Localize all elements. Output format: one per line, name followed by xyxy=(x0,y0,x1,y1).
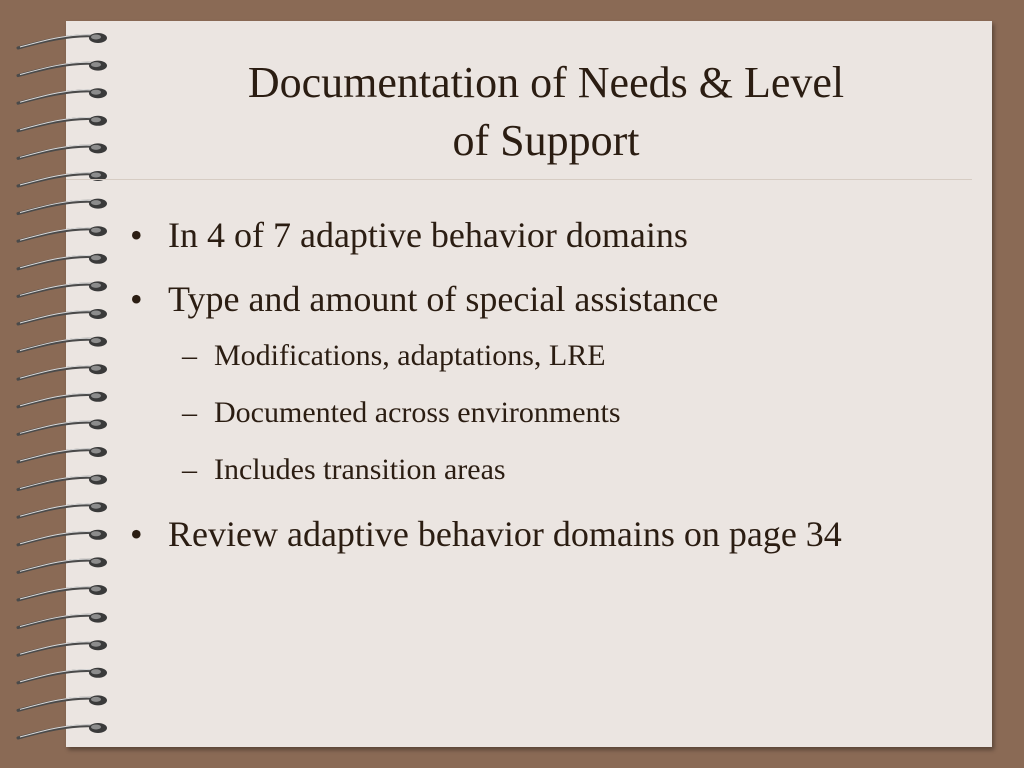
spiral-ring xyxy=(18,530,107,545)
sub-bullet-item xyxy=(130,393,930,433)
title-line-1: Documentation of Needs & Level xyxy=(247,58,845,107)
spiral-ring xyxy=(18,337,107,352)
sub-bullet-text: Documented across environments xyxy=(214,396,621,429)
sub-bullet-marker: – xyxy=(182,396,197,429)
spiral-ring xyxy=(18,419,107,434)
sub-bullet-item xyxy=(130,450,930,490)
spiral-ring xyxy=(18,309,107,324)
spiral-ring xyxy=(18,33,107,48)
title-divider xyxy=(66,179,972,180)
slide-title xyxy=(76,54,1016,170)
bullet-item xyxy=(130,507,930,561)
sub-bullet-item xyxy=(130,336,930,376)
bullet-text: Type and amount of special assistance xyxy=(168,279,719,319)
spiral-ring xyxy=(18,392,107,407)
bullet-text: Review adaptive behavior domains on page 34 xyxy=(168,514,842,554)
sub-bullet-marker: – xyxy=(182,453,197,486)
spiral-ring xyxy=(18,557,107,572)
spiral-ring xyxy=(18,226,107,241)
spiral-ring xyxy=(18,585,107,600)
spiral-ring xyxy=(18,364,107,379)
bullet-item xyxy=(130,208,930,262)
spiral-ring xyxy=(18,723,107,738)
bullet-marker: • xyxy=(130,514,143,554)
bullet-marker: • xyxy=(130,215,143,255)
spiral-ring xyxy=(18,695,107,710)
spiral-ring xyxy=(18,475,107,490)
spiral-ring xyxy=(18,613,107,628)
spiral-ring xyxy=(18,281,107,296)
bullet-item xyxy=(130,272,930,326)
spiral-ring xyxy=(18,502,107,517)
title-line-2: of Support xyxy=(452,116,640,165)
sub-bullet-text: Includes transition areas xyxy=(214,453,506,486)
sub-bullet-marker: – xyxy=(182,339,197,372)
spiral-ring xyxy=(18,254,107,269)
spiral-ring xyxy=(18,640,107,655)
sub-bullet-text: Modifications, adaptations, LRE xyxy=(214,339,606,372)
spiral-ring xyxy=(18,447,107,462)
spiral-ring xyxy=(18,668,107,683)
bullet-text: In 4 of 7 adaptive behavior domains xyxy=(168,215,688,255)
spiral-ring xyxy=(18,199,107,214)
slide-body xyxy=(130,208,930,571)
bullet-marker: • xyxy=(130,279,143,319)
